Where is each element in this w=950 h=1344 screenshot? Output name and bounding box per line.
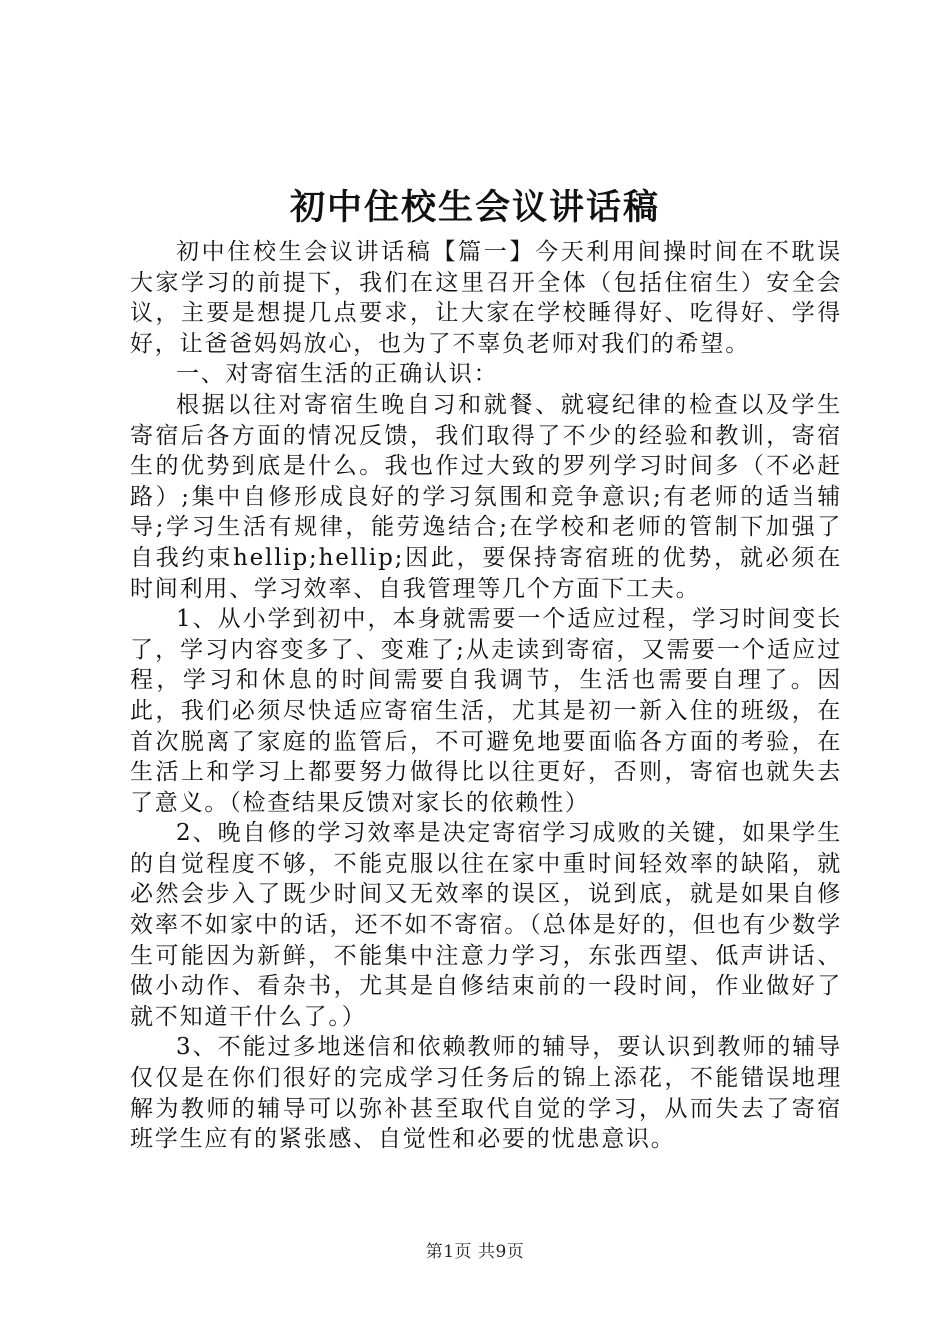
section-heading-1: 一、对寄宿生活的正确认识： [176, 361, 499, 388]
page-number-footer: 第1页 共9页 [425, 1242, 525, 1262]
paragraph-point-3: 3、不能过多地迷信和依赖教师的辅导，要认识到教师的辅导仅仅是在你们很好的完成学习任务后的锦上添花，不能错误地理解为教师的辅导可以弥补甚至取代自觉的学习，从而失去了寄宿班学生应有的紧张感、自觉性和必要的忧患意识。 [130, 1034, 842, 1153]
document-title: 初中住校生会议讲话稿 [289, 187, 660, 228]
document-body [130, 237, 842, 1155]
paragraph-intro: 初中住校生会议讲话稿【篇一】今天利用间操时间在不耽误大家学习的前提下，我们在这里召开全体（包括住宿生）安全会议，主要是想提几点要求，让大家在学校睡得好、吃得好、学得好，让爸爸妈妈放心，也为了不辜负老师对我们的希望。 [130, 239, 842, 357]
paragraph-point-1: 1、从小学到初中，本身就需要一个适应过程，学习时间变长了，学习内容变多了、变难了;从走读到寄宿，又需要一个适应过程，学习和休息的时间需要自我调节，生活也需要自理了。因此，我们必须尽快适应寄宿生活，尤其是初一新入住的班级，在首次脱离了家庭的监管后，不可避免地要面临各方面的考验，在生活上和学习上都要努力做得比以往更好，否则，寄宿也就失去了意义。（检查结果反馈对家长的依赖性） [130, 606, 842, 816]
paragraph-point-2: 2、晚自修的学习效率是决定寄宿学习成败的关键，如果学生的自觉程度不够，不能克服以往在家中重时间轻效率的缺陷，就必然会步入了既少时间又无效率的误区，说到底，就是如果自修效率不如家中的话，还不如不寄宿。（总体是好的，但也有少数学生可能因为新鲜，不能集中注意力学习，东张西望、低声讲话、做小动作、看杂书，尤其是自修结束前的一段时间，作业做好了就不知道干什么了。） [130, 820, 842, 1030]
paragraph-advantages: 根据以往对寄宿生晚自习和就餐、就寝纪律的检查以及学生寄宿后各方面的情况反馈，我们取得了不少的经验和教训，寄宿生的优势到底是什么。我也作过大致的罗列学习时间多（不必赶路）;集中自修形成良好的学习氛围和竞争意识;有老师的适当辅导;学习生活有规律，能劳逸结合;在学校和老师的管制下加强了自我约束hellip;hellip;因此，要保持寄宿班的优势，就必须在时间利用、学习效率、自我管理等几个方面下工夫。 [130, 391, 842, 602]
